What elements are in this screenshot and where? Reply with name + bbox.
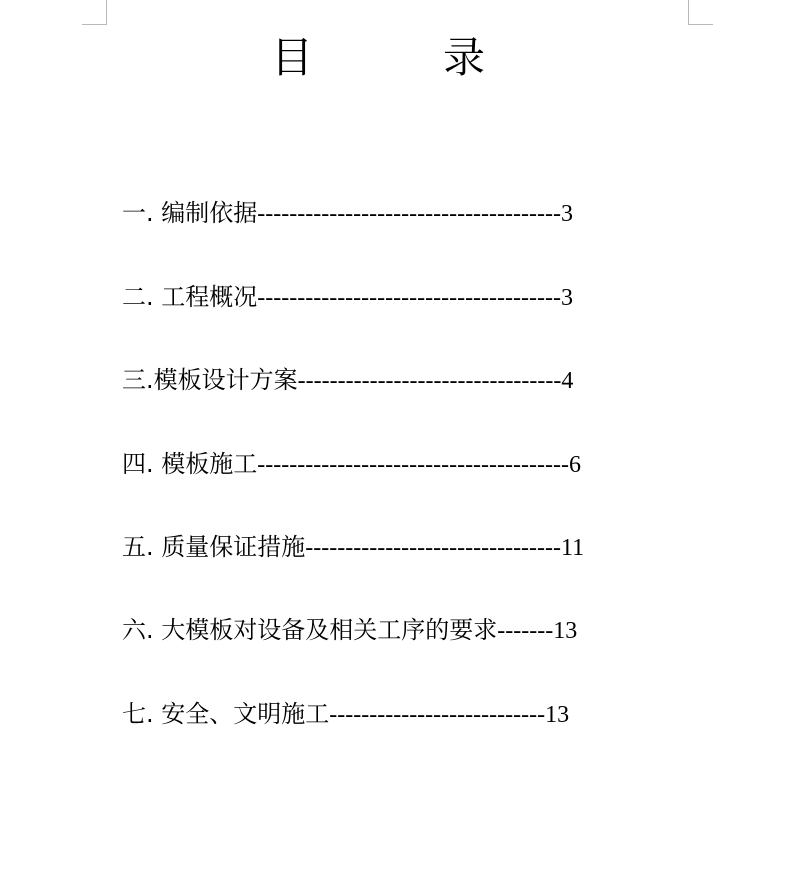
toc-entry-label: 二. 工程概况 [122,283,258,311]
toc-entry-leader: --------------------------------------- [257,452,569,478]
toc-entry-page-number: 4 [561,368,574,394]
toc-entry[interactable] [122,613,577,647]
toc-entry-label: 六. 大模板对设备及相关工序的要求 [122,616,498,644]
toc-entry-page-number: 13 [545,702,570,728]
toc-entry-leader: -------------------------------------- [257,285,561,311]
toc-entry-page-number: 11 [561,535,585,561]
toc-entry[interactable] [122,447,581,481]
toc-entry-label: 四. 模板施工 [122,450,258,478]
toc-entry-page-number: 3 [560,201,573,227]
toc-entry-leader: -------------------------------------- [257,201,561,227]
toc-entry[interactable] [122,530,584,564]
toc-entry-label: 五. 质量保证措施 [122,533,306,561]
toc-entry-page-number: 13 [553,618,578,644]
toc-entry-leader: --------------------------------- [297,368,562,394]
toc-entry[interactable] [122,363,573,397]
toc-entry-leader: --------------------------- [329,702,546,728]
page-title: 目 录 [270,33,529,82]
toc-entry-page-number: 3 [560,285,573,311]
toc-entry-leader: -------------------------------- [305,535,562,561]
toc-entry[interactable] [122,697,569,731]
toc-entry-label: 七. 安全、文明施工 [122,700,330,728]
toc-entry-page-number: 6 [568,452,581,478]
toc-entry[interactable] [122,196,573,230]
toc-entry-leader: ------- [497,618,554,644]
toc-entry-label: 一. 编制依据 [122,199,258,227]
toc-entry[interactable] [122,280,573,314]
toc-entry-label: 三.模板设计方案 [122,366,298,394]
